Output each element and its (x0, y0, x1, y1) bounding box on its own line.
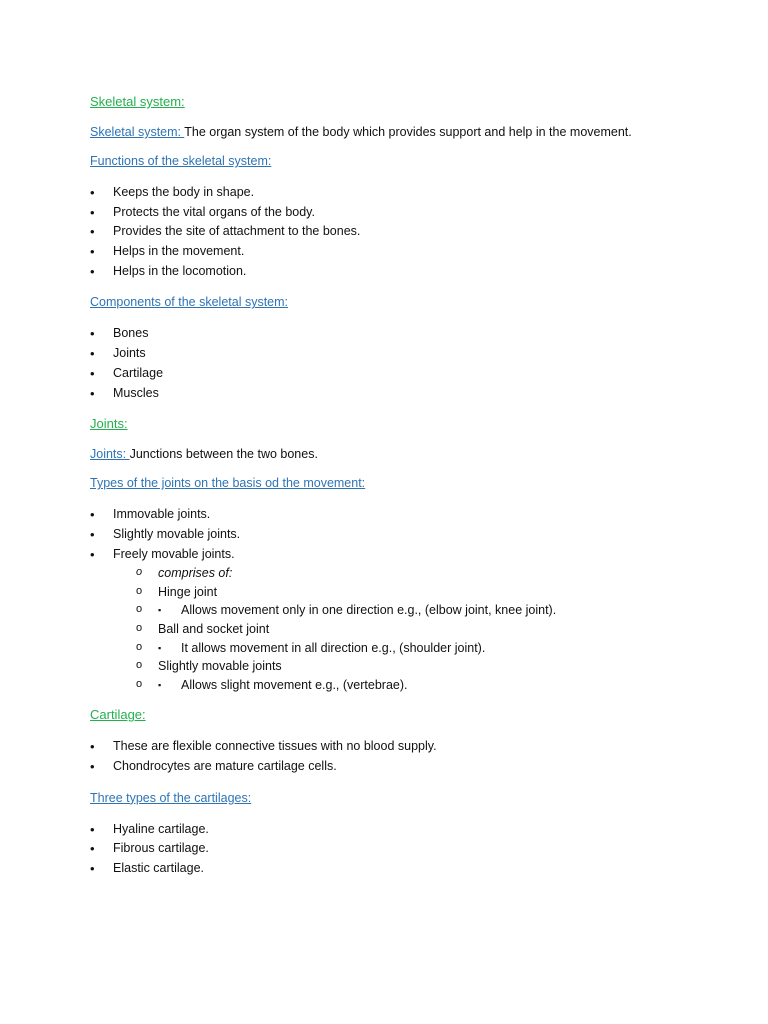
document-page (90, 94, 710, 892)
joint-types-list (90, 505, 710, 694)
cartilage-list (90, 737, 710, 776)
definition-text: The organ system of the body which provides support and help in the movement. (184, 125, 632, 139)
detail-item: ▪ o Allows movement only in one direction e.g., (elbow joint, knee joint). (113, 601, 710, 620)
list-item: • Protects the vital organs of the body. (90, 203, 710, 223)
sub-list-item: o Slightly movable joints (113, 657, 710, 676)
list-item: • Immovable joints. (90, 505, 710, 525)
list-item: • Keeps the body in shape. (90, 183, 710, 203)
definition-joints (90, 446, 710, 462)
list-item: • Slightly movable joints. (90, 525, 710, 545)
list-item: • Helps in the locomotion. (90, 262, 710, 282)
section-title-skeletal-system: Skeletal system: (90, 94, 185, 109)
list-item: • Elastic cartilage. (90, 859, 710, 879)
sub-list-detail-wrapper (113, 639, 710, 658)
list-item: • Bones (90, 324, 710, 344)
list-item: • Hyaline cartilage. (90, 820, 710, 840)
list-item: • Provides the site of attachment to the bones. (90, 222, 710, 242)
list-item: • Helps in the movement. (90, 242, 710, 262)
list-item: • Muscles (90, 384, 710, 404)
list-item-label: Freely movable joints. (113, 546, 235, 561)
list-item: • Fibrous cartilage. (90, 839, 710, 859)
sub-list-detail-wrapper (113, 676, 710, 695)
detail-item: ▪ o Allows slight movement e.g., (vertebrae). (113, 676, 710, 695)
cartilage-types-heading: Three types of the cartilages: (90, 790, 252, 805)
cartilage-types-list (90, 820, 710, 879)
sub-list (113, 564, 710, 694)
detail-item: ▪ o It allows movement in all direction e.g., (shoulder joint). (113, 639, 710, 658)
definition-text: Junctions between the two bones. (129, 447, 318, 462)
definition-skeletal-system (90, 124, 710, 140)
components-list (90, 324, 710, 403)
list-item: • These are flexible connective tissues with no blood supply. (90, 737, 710, 757)
joint-types-heading: Types of the joints on the basis od the movement: (90, 476, 366, 491)
detail-list (113, 639, 710, 658)
components-heading: Components of the skeletal system: (90, 295, 289, 310)
list-item: • Joints (90, 344, 710, 364)
section-title-cartilage: Cartilage: (90, 707, 146, 723)
section-title-joints: Joints: (90, 416, 128, 432)
sub-list-item: o Hinge joint (113, 583, 710, 602)
detail-list (113, 676, 710, 695)
list-item-freely-movable (90, 545, 710, 695)
functions-list (90, 183, 710, 281)
detail-list (113, 601, 710, 620)
sub-list-detail-wrapper (113, 601, 710, 620)
definition-term: Skeletal system: (90, 125, 185, 139)
functions-heading: Functions of the skeletal system: (90, 154, 272, 168)
definition-term: Joints: (90, 447, 130, 462)
list-item: • Cartilage (90, 364, 710, 384)
sub-list-item: o Ball and socket joint (113, 620, 710, 639)
list-item: • Chondrocytes are mature cartilage cells. (90, 757, 710, 777)
sub-list-item: o comprises of: (113, 564, 710, 583)
